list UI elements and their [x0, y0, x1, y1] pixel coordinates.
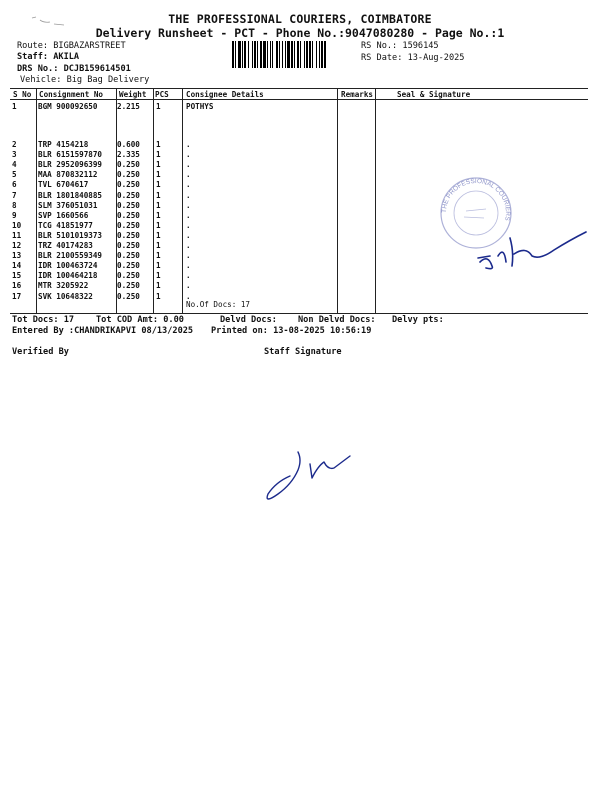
staff-signature-scribble-icon — [258, 440, 358, 506]
barcode-bar — [248, 41, 249, 68]
non-delivered-docs: Non Delvd Docs: — [298, 315, 376, 325]
row-sno: 7 — [12, 190, 17, 200]
column-header-consignment: Consignment No — [39, 90, 104, 99]
barcode-bar — [238, 41, 241, 68]
row-consignment-no: TCG 41851977 — [38, 220, 93, 230]
barcode-bar — [312, 41, 313, 68]
barcode-bar — [244, 41, 246, 68]
row-consignment-no: SLM 376051031 — [38, 200, 98, 210]
row-weight: 2.335 — [117, 150, 140, 160]
row-weight: 0.250 — [117, 251, 140, 261]
row-consignee: . — [186, 160, 191, 170]
barcode-bar — [276, 41, 278, 68]
row-pcs: 1 — [156, 200, 161, 210]
row-sno: 2 — [12, 140, 17, 149]
row-weight: 0.250 — [117, 170, 140, 180]
barcode-bar — [282, 41, 283, 68]
scan-mark-icon — [30, 14, 70, 28]
row-sno: 1 — [12, 102, 17, 111]
rs-date: RS Date: 13-Aug-2025 — [361, 53, 465, 63]
row-consignment-no: BLR 6151597870 — [38, 150, 103, 160]
row-sno: 11 — [12, 230, 22, 240]
row-consignment-no: TVL 6704617 — [38, 180, 89, 190]
row-consignee: . — [186, 281, 191, 291]
row-sno: 5 — [12, 170, 17, 180]
row-pcs: 1 — [156, 180, 161, 190]
barcode-bar — [300, 41, 301, 68]
verified-by-label: Verified By — [12, 347, 69, 357]
runsheet-title: Delivery Runsheet - PCT - Phone No.:9047080280 - Page No.:1 — [95, 26, 505, 40]
row-pcs: 1 — [156, 190, 161, 200]
row-sno: 10 — [12, 220, 22, 230]
row-consignee: . — [186, 150, 191, 160]
barcode-bar — [309, 41, 311, 68]
row-consignment-no: IDR 100464218 — [38, 271, 98, 281]
row-sno: 12 — [12, 241, 22, 250]
barcode-bar — [306, 41, 308, 68]
row-weight: 0.250 — [117, 281, 140, 291]
column-header-remarks: Remarks — [341, 90, 374, 99]
row-weight: 0.250 — [117, 210, 140, 220]
row-weight: 0.250 — [117, 261, 140, 271]
row-sno: 14 — [12, 261, 22, 271]
row-weight: 0.250 — [117, 180, 140, 190]
svg-text:THE PROFESSIONAL COURIERS — [441, 178, 511, 222]
row-sno: 8 — [12, 200, 17, 210]
row-consignee: . — [186, 261, 191, 271]
row-pcs: 1 — [156, 241, 161, 250]
row-pcs: 1 — [156, 281, 161, 291]
barcode-bar — [324, 41, 326, 68]
row-consignee: . — [186, 271, 191, 281]
column-header-consignee: Consignee Details — [186, 90, 264, 99]
row-consignee: . — [186, 291, 191, 301]
row-consignee: POTHYS — [186, 102, 214, 111]
row-consignee: . — [186, 220, 191, 230]
column-header-seal-signature: Seal & Signature — [397, 90, 471, 99]
row-pcs: 1 — [156, 150, 161, 160]
row-consignee: . — [186, 230, 191, 240]
recipient-signature-icon — [470, 226, 590, 276]
vehicle-label: Vehicle: Big Bag Delivery — [20, 75, 150, 85]
total-docs: Tot Docs: 17 — [12, 315, 75, 325]
barcode-bar — [297, 41, 299, 68]
row-weight: 0.600 — [117, 140, 140, 149]
row-pcs: 1 — [156, 140, 161, 149]
barcode-bar — [285, 41, 286, 68]
stamp-text: THE PROFESSIONAL COURIERS — [440, 177, 512, 222]
barcode-bar — [270, 41, 271, 68]
row-pcs: 1 — [156, 230, 161, 240]
row-weight: 0.250 — [117, 200, 140, 210]
barcode-bar — [260, 41, 262, 68]
barcode-image — [232, 41, 356, 68]
delivery-points: Delvy pts: — [392, 315, 444, 325]
barcode-bar — [267, 41, 268, 68]
delivered-docs: Delvd Docs: — [220, 315, 277, 325]
barcode-bar — [254, 41, 256, 68]
row-consignment-no: IDR 100463724 — [38, 261, 98, 271]
barcode-bar — [272, 41, 273, 68]
row-weight: 0.250 — [117, 291, 140, 301]
entered-by: Entered By :CHANDRIKAPVI 08/13/2025 — [12, 326, 194, 336]
row-consignment-no: BLR 2100559349 — [38, 251, 103, 261]
row-sno: 9 — [12, 210, 17, 220]
staff-label: Staff: AKILA — [17, 52, 80, 62]
row-sno: 3 — [12, 150, 17, 160]
row-consignee: . — [186, 190, 191, 200]
row-pcs: 1 — [156, 220, 161, 230]
no-of-docs: No.Of Docs: 17 — [186, 300, 251, 309]
row-consignee: . — [186, 180, 191, 190]
barcode-bar — [291, 41, 293, 68]
row-consignment-no: MAA 870832112 — [38, 170, 98, 180]
barcode-bar — [232, 41, 234, 68]
barcode-bar — [252, 41, 253, 68]
row-weight: 0.250 — [117, 241, 140, 250]
column-header-weight: Weight — [119, 90, 147, 99]
row-pcs: 1 — [156, 210, 161, 220]
printed-on: Printed on: 13-08-2025 10:56:19 — [211, 326, 372, 336]
row-pcs: 1 — [156, 160, 161, 170]
barcode-bar — [316, 41, 317, 68]
row-weight: 2.215 — [117, 102, 140, 111]
row-consignment-no: BLR 1801840885 — [38, 190, 103, 200]
barcode-bar — [242, 41, 243, 68]
row-weight: 0.250 — [117, 271, 140, 281]
row-pcs: 1 — [156, 261, 161, 271]
staff-signature-label: Staff Signature — [264, 347, 342, 357]
row-consignee: . — [186, 140, 191, 149]
barcode-bar — [319, 41, 320, 68]
row-weight: 0.250 — [117, 190, 140, 200]
total-cod-amount: Tot COD Amt: 0.00 — [96, 315, 184, 325]
barcode-bar — [257, 41, 258, 68]
row-consignment-no: BGM 900092650 — [38, 102, 98, 111]
column-header-pcs: PCS — [155, 90, 169, 99]
row-consignee: . — [186, 170, 191, 180]
row-consignment-no: SVP 1660566 — [38, 210, 89, 220]
barcode-bar — [304, 41, 305, 68]
barcode-bar — [321, 41, 323, 68]
row-consignment-no: TRP 4154218 — [38, 140, 89, 149]
row-pcs: 1 — [156, 170, 161, 180]
row-pcs: 1 — [156, 102, 161, 111]
row-consignee: . — [186, 251, 191, 261]
row-pcs: 1 — [156, 271, 161, 281]
barcode-bar — [279, 41, 280, 68]
row-weight: 0.250 — [117, 220, 140, 230]
rs-number: RS No.: 1596145 — [361, 41, 439, 51]
row-sno: 13 — [12, 251, 22, 261]
row-sno: 16 — [12, 281, 22, 291]
row-pcs: 1 — [156, 251, 161, 261]
row-pcs: 1 — [156, 291, 161, 301]
row-consignment-no: BLR 2952096399 — [38, 160, 103, 170]
row-consignee: . — [186, 241, 191, 250]
barcode-bar — [235, 41, 236, 68]
barcode-bar — [263, 41, 266, 68]
row-consignment-no: SVK 10648322 — [38, 291, 93, 301]
row-sno: 6 — [12, 180, 17, 190]
row-sno: 17 — [12, 291, 22, 301]
row-weight: 0.250 — [117, 160, 140, 170]
barcode-bar — [287, 41, 290, 68]
barcode-bar — [294, 41, 295, 68]
row-consignment-no: TRZ 40174283 — [38, 241, 93, 250]
row-consignee: . — [186, 200, 191, 210]
row-consignment-no: MTR 3205922 — [38, 281, 89, 291]
column-header-sno: S No — [13, 90, 32, 99]
row-weight: 0.250 — [117, 230, 140, 240]
row-sno: 4 — [12, 160, 17, 170]
drs-number: DRS No.: DCJB159614501 — [17, 64, 131, 74]
route-label: Route: BIGBAZARSTREET — [17, 41, 126, 51]
company-title: THE PROFESSIONAL COURIERS, COIMBATORE — [168, 12, 432, 26]
row-consignment-no: BLR 5101019373 — [38, 230, 103, 240]
row-sno: 15 — [12, 271, 22, 281]
row-consignee: . — [186, 210, 191, 220]
